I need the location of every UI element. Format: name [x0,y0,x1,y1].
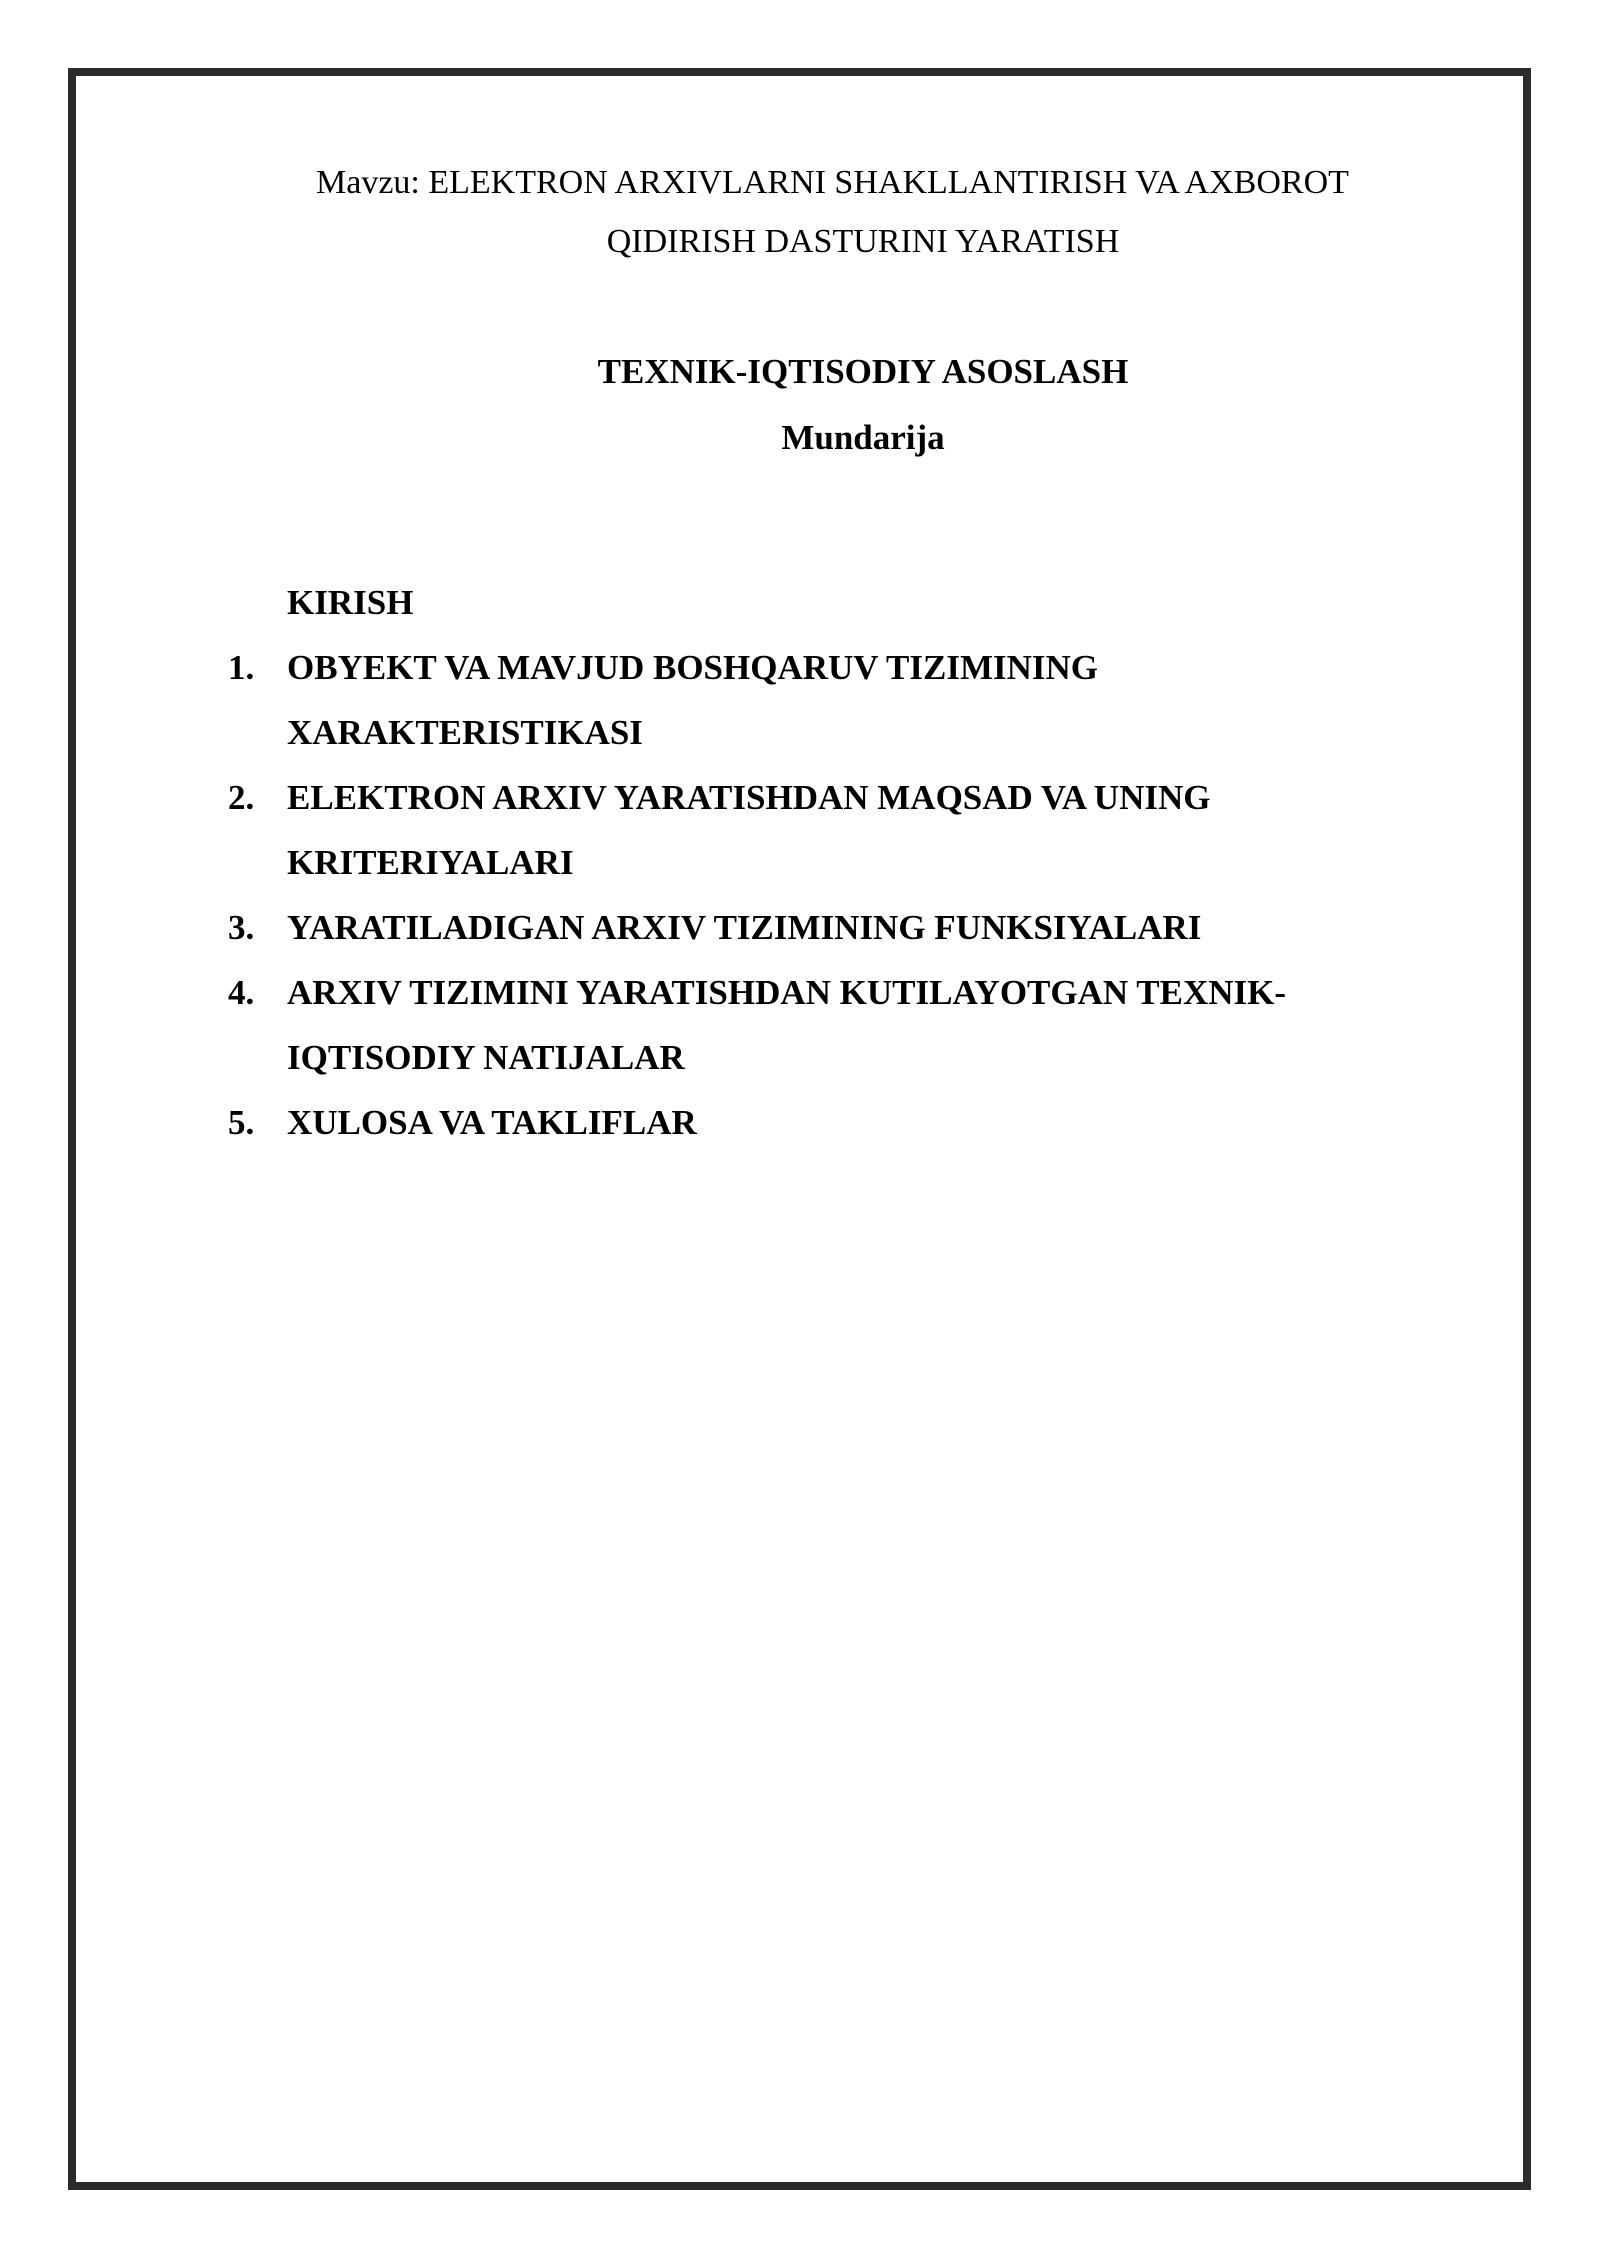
toc-number: 4. [228,973,255,1012]
topic-line-2: QIDIRISH DASTURINI YARATISH [606,223,1120,260]
toc-text [287,635,1428,765]
contents-title: Mundarija [781,418,945,457]
toc-item-5 [228,1090,1428,1155]
toc-item-intro [228,570,1428,635]
toc-line: YARATILADIGAN ARXIV TIZIMINING FUNKSIYALARI [287,908,1202,947]
toc-line: ARXIV TIZIMINI YARATISHDAN KUTILAYOTGAN TEXNIK- [287,973,1287,1012]
toc-number: 3. [228,908,255,947]
toc-line: KIRISH [287,583,414,622]
topic-line-1: Mavzu: ELEKTRON ARXIVLARNI SHAKLLANTIRISH VA AXBOROT [316,164,1349,201]
toc-number: 5. [228,1103,255,1142]
toc-text [287,1090,1428,1155]
toc-line: KRITERIYALARI [287,843,574,882]
toc-line: IQTISODIY NATIJALAR [287,1038,685,1077]
toc-text [287,570,1428,635]
table-of-contents [228,570,1428,1155]
toc-text [287,895,1428,960]
toc-line: ELEKTRON ARXIV YARATISHDAN MAQSAD VA UNING [287,778,1211,817]
toc-item-4 [228,960,1428,1090]
toc-number: 1. [228,648,255,687]
toc-line: XARAKTERISTIKASI [287,713,643,752]
toc-text [287,960,1428,1090]
toc-line: OBYEKT VA MAVJUD BOSHQARUV TIZIMINING [287,648,1099,687]
section-title: TEXNIK-IQTISODIY ASOSLASH [597,352,1129,391]
toc-line: XULOSA VA TAKLIFLAR [287,1103,697,1142]
toc-item-2 [228,765,1428,895]
toc-item-3 [228,895,1428,960]
toc-number: 2. [228,778,255,817]
toc-text [287,765,1428,895]
toc-item-1 [228,635,1428,765]
